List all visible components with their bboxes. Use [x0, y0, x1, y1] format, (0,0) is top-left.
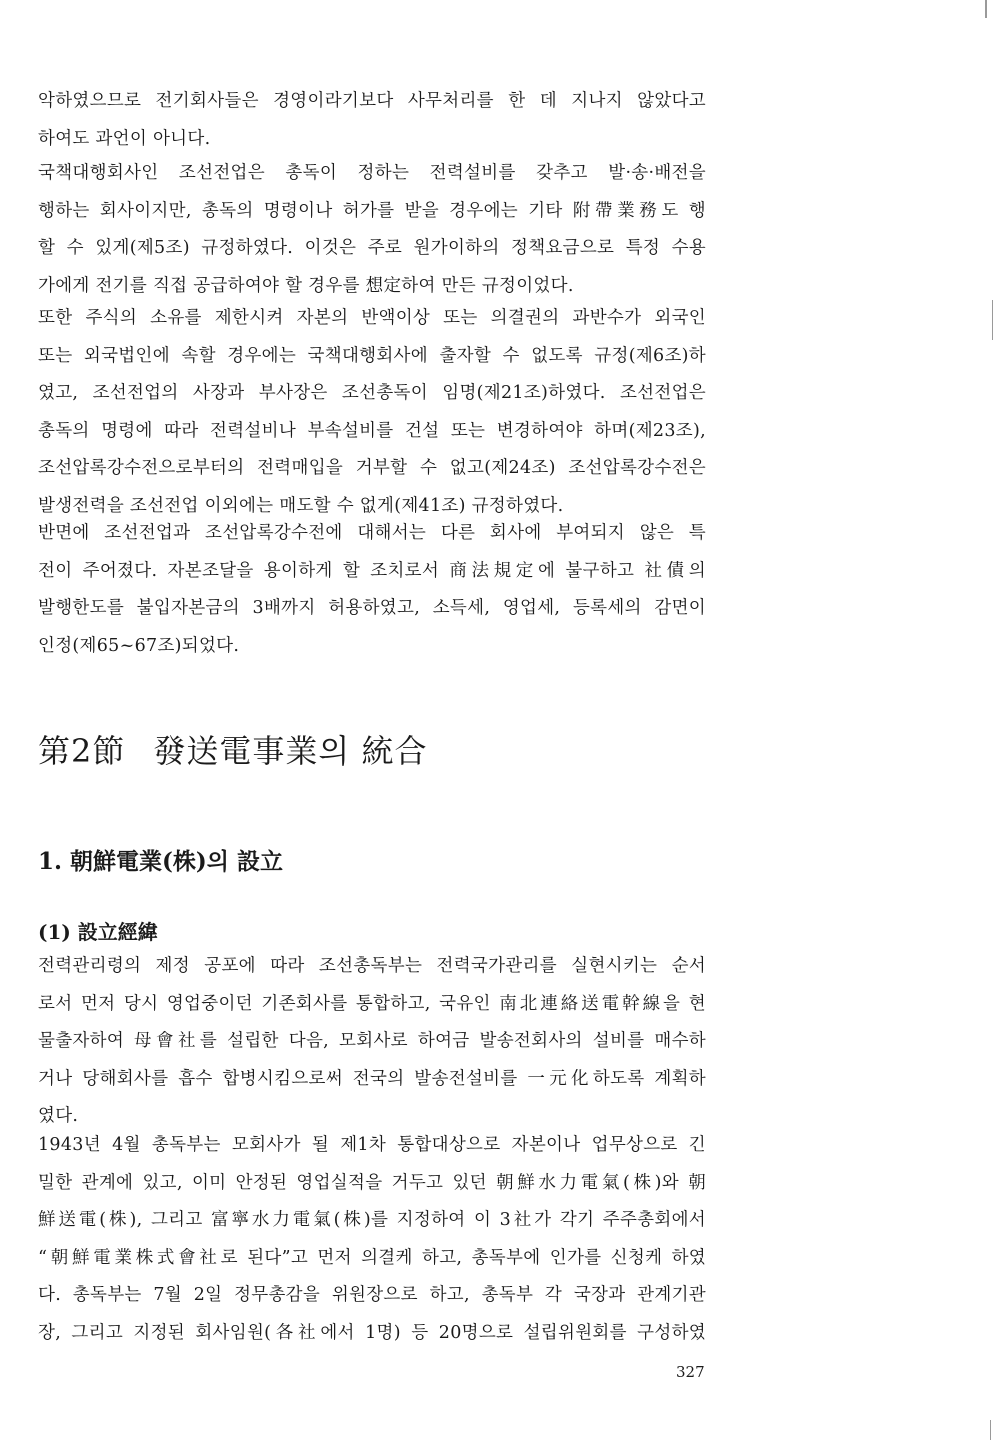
- page-number: 327: [676, 1363, 705, 1381]
- subsection-title: 1. 朝鮮電業(株)의 設立: [38, 848, 284, 875]
- text-line: 였다.: [38, 1106, 79, 1126]
- text-line: 국책대행회사인 조선전업은 총독이 정하는 전력설비를 갖추고 발·송·배전을: [38, 163, 706, 183]
- text-line: 조선압록강수전으로부터의 전력매입을 거부할 수 없고(제24조) 조선압록강수전은: [38, 458, 706, 478]
- text-line: 밀한 관계에 있고, 이미 안정된 영업실적을 거두고 있던 朝鮮水力電氣(株)와 朝: [38, 1172, 706, 1193]
- paragraph-6: [38, 1127, 706, 1352]
- text-line: 또한 주식의 소유를 제한시켜 자본의 반액이상 또는 의결권의 과반수가 외국인: [38, 308, 706, 328]
- scan-edge-mark: [990, 1420, 991, 1440]
- text-line: 총독의 명령에 따라 전력설비나 부속설비를 건설 또는 변경하여야 하며(제23조),: [38, 420, 706, 441]
- text-line: 또는 외국법인에 속할 경우에는 국책대행회사에 출자할 수 없도록 규정(제6조)하: [38, 345, 706, 366]
- text-line: 거나 당해회사를 흡수 합병시킴으로써 전국의 발송전설비를 一元化하도록 계획하: [38, 1068, 706, 1089]
- text-line: 물출자하여 母會社를 설립한 다음, 모회사로 하여금 발송전회사의 설비를 매수하: [38, 1031, 706, 1051]
- scan-edge-mark: [985, 0, 987, 18]
- text-line: 로서 먼저 당시 영업중이던 기존회사를 통합하고, 국유인 南北連絡送電幹線을 현: [38, 993, 706, 1014]
- paragraph-5: [38, 948, 706, 1136]
- text-line: 1943년 4월 총독부는 모회사가 될 제1차 통합대상으로 자본이나 업무상으로 긴: [38, 1135, 706, 1155]
- section-heading: 發送電事業의 統合: [153, 732, 428, 770]
- text-line: “朝鮮電業株式會社로 된다”고 먼저 의결케 하고, 총독부에 인가를 신청케 하였: [38, 1247, 706, 1268]
- section-title: [38, 726, 427, 772]
- text-line: 鮮送電(株), 그리고 富寧水力電氣(株)를 지정하여 이 3社가 각기 주주총회에서: [38, 1210, 706, 1230]
- paragraph-1: [38, 83, 706, 158]
- subsubsection-title: (1) 設立經緯: [38, 920, 158, 944]
- text-line: 였고, 조선전업의 사장과 부사장은 조선총독이 임명(제21조)하였다. 조선전업은: [38, 383, 706, 403]
- text-line: 다. 총독부는 7월 2일 정무총감을 위원장으로 하고, 총독부 각 국장과 관계기관: [38, 1285, 706, 1305]
- text-line: 할 수 있게(제5조) 규정하였다. 이것은 주로 원가이하의 정책요금으로 특정 수용: [38, 238, 706, 258]
- paragraph-3: [38, 300, 706, 525]
- paragraph-2: [38, 155, 706, 305]
- text-line: 행하는 회사이지만, 총독의 명령이나 허가를 받을 경우에는 기타 附帶業務도 행: [38, 200, 706, 221]
- text-line: 가에게 전기를 직접 공급하여야 할 경우를 想定하여 만든 규정이었다.: [38, 275, 574, 296]
- text-line: 악하였으므로 전기회사들은 경영이라기보다 사무처리를 한 데 지나지 않았다고: [38, 91, 706, 111]
- paragraph-4: [38, 515, 706, 665]
- text-line: 전이 주어졌다. 자본조달을 용이하게 할 조치로서 商法規定에 불구하고 社債의: [38, 560, 706, 581]
- text-line: 반면에 조선전업과 조선압록강수전에 대해서는 다른 회사에 부여되지 않은 특: [38, 523, 706, 543]
- text-line: 발행한도를 불입자본금의 3배까지 허용하였고, 소득세, 영업세, 등록세의 감면이: [38, 598, 706, 618]
- text-line: 발생전력을 조선전업 이외에는 매도할 수 없게(제41조) 규정하였다.: [38, 495, 564, 516]
- text-line: 하여도 과언이 아니다.: [38, 128, 211, 149]
- scan-edge-mark: [992, 300, 993, 340]
- section-number: 第2節: [38, 732, 126, 770]
- text-line: 전력관리령의 제정 공포에 따라 조선총독부는 전력국가관리를 실현시키는 순서: [38, 956, 706, 976]
- text-line: 장, 그리고 지정된 회사임원(各社에서 1명) 등 20명으로 설립위원회를 구성하였: [38, 1322, 706, 1343]
- text-line: 인정(제65~67조)되었다.: [38, 635, 240, 656]
